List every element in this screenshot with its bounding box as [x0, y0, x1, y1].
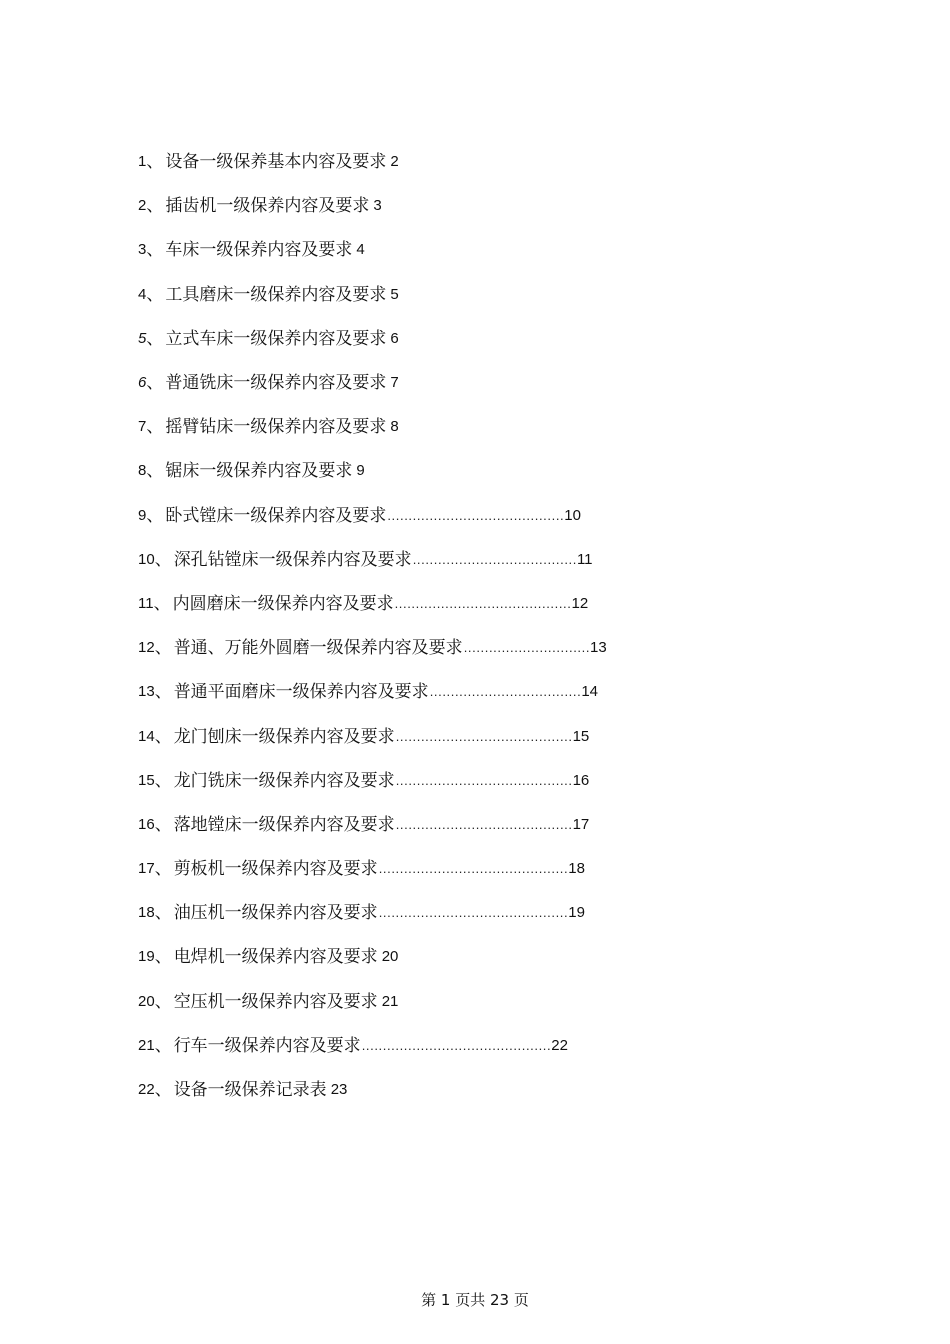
page-footer: 第 1 页共 23 页 [421, 1291, 529, 1309]
toc-entry-page-number: 18 [568, 860, 585, 878]
toc-entry-number: 22 [138, 1081, 155, 1099]
toc-entry-number: 15 [138, 771, 155, 789]
toc-entry-title: 卧式镗床一级保养内容及要求 [165, 505, 387, 526]
toc-entry[interactable] [138, 361, 838, 405]
toc-entry-number: 3 [138, 241, 147, 259]
toc-entry-title: 内圆磨床一级保养内容及要求 [172, 593, 394, 614]
toc-entry[interactable] [138, 670, 838, 714]
toc-entry-leader: ............................................. [378, 861, 569, 877]
toc-entry-separator: 、 [154, 859, 172, 880]
toc-entry-number: 1 [138, 153, 147, 171]
toc-entry-title: 深孔钻镗床一级保养内容及要求 [173, 549, 412, 570]
toc-entry-page-number: 12 [571, 594, 589, 612]
toc-entry-separator: 、 [146, 196, 164, 217]
toc-entry-page-number: 15 [572, 727, 590, 745]
toc-entry-leader: ....................................... [412, 551, 577, 567]
toc-entry-page-number: 23 [330, 1081, 348, 1099]
toc-entry[interactable] [138, 626, 838, 670]
toc-entry-number: 7 [138, 418, 147, 436]
toc-entry[interactable] [138, 228, 838, 272]
toc-entry-page-number: 20 [381, 948, 399, 966]
toc-entry-leader: .......................................... [395, 816, 573, 832]
toc-entry[interactable] [138, 935, 838, 979]
toc-entry-leader: .......................................... [394, 595, 572, 611]
toc-entry-page-number: 22 [551, 1036, 568, 1054]
toc-entry-separator: 、 [154, 770, 172, 791]
toc-entry-separator: 、 [154, 726, 172, 747]
toc-entry-separator: 、 [154, 947, 172, 968]
toc-entry-separator: 、 [146, 461, 164, 482]
toc-entry-page-number: 5 [390, 285, 399, 303]
toc-entry-number: 14 [138, 727, 155, 745]
toc-entry-leader: .............................. [463, 640, 591, 656]
toc-entry-page-number: 11 [576, 550, 593, 568]
toc-entry-page-number: 21 [381, 992, 399, 1010]
toc-entry[interactable] [138, 891, 838, 935]
toc-entry-separator: 、 [153, 593, 171, 614]
toc-entry-number: 18 [138, 904, 155, 922]
toc-entry-leader: ............................................. [378, 905, 569, 921]
toc-entry-number: 20 [138, 992, 155, 1010]
toc-entry-leader: .......................................... [395, 728, 573, 744]
toc-entry-number: 10 [138, 550, 155, 568]
toc-entry[interactable] [138, 449, 838, 493]
toc-entry-title: 油压机一级保养内容及要求 [173, 903, 378, 924]
table-of-contents [138, 140, 838, 1112]
toc-entry[interactable] [138, 1068, 838, 1112]
toc-entry-number: 16 [138, 815, 155, 833]
toc-entry[interactable] [138, 405, 838, 449]
toc-entry[interactable] [138, 273, 838, 317]
toc-entry-page-number: 13 [590, 639, 607, 657]
toc-entry-title: 锯床一级保养内容及要求 [165, 461, 353, 482]
toc-entry-leader: .......................................... [395, 772, 573, 788]
toc-entry-separator: 、 [154, 1080, 172, 1101]
toc-entry-page-number: 16 [572, 771, 590, 789]
toc-entry-separator: 、 [146, 284, 164, 305]
toc-entry-page-number: 14 [581, 683, 599, 701]
toc-entry-page-number: 8 [390, 418, 399, 436]
toc-entry-number: 9 [138, 506, 147, 524]
toc-entry-number: 21 [138, 1036, 155, 1054]
toc-entry-title: 立式车床一级保养内容及要求 [165, 328, 387, 349]
toc-entry-page-number: 10 [564, 506, 581, 524]
toc-entry-page-number: 3 [373, 197, 382, 215]
toc-entry-page-number: 9 [356, 462, 365, 480]
toc-entry-separator: 、 [154, 991, 172, 1012]
toc-entry-separator: 、 [154, 549, 172, 570]
toc-entry-page-number: 19 [568, 904, 585, 922]
toc-entry[interactable] [138, 538, 838, 582]
toc-entry-separator: 、 [154, 682, 172, 703]
toc-entry-separator: 、 [146, 328, 164, 349]
toc-entry-separator: 、 [154, 1035, 172, 1056]
toc-entry-leader: ............................................. [361, 1037, 552, 1053]
toc-entry-title: 普通平面磨床一级保养内容及要求 [173, 682, 429, 703]
toc-entry[interactable] [138, 714, 838, 758]
toc-entry-number: 5 [138, 329, 147, 347]
toc-entry-leader: .................................... [429, 684, 582, 700]
toc-entry-title: 普通铣床一级保养内容及要求 [165, 373, 387, 394]
toc-entry[interactable] [138, 847, 838, 891]
toc-entry-separator: 、 [154, 814, 172, 835]
toc-entry-title: 落地镗床一级保养内容及要求 [173, 814, 395, 835]
toc-entry-number: 19 [138, 948, 155, 966]
toc-entry-separator: 、 [146, 505, 164, 526]
toc-entry-title: 空压机一级保养内容及要求 [173, 991, 378, 1012]
toc-entry-title: 车床一级保养内容及要求 [165, 240, 353, 261]
toc-entry-page-number: 4 [356, 241, 365, 259]
toc-entry-separator: 、 [146, 240, 164, 261]
toc-entry-page-number: 2 [390, 153, 399, 171]
toc-entry-number: 4 [138, 285, 147, 303]
toc-entry-page-number: 7 [390, 374, 399, 392]
toc-entry-title: 摇臂钻床一级保养内容及要求 [165, 417, 387, 438]
toc-entry-title: 龙门刨床一级保养内容及要求 [173, 726, 395, 747]
toc-entry-title: 普通、万能外圆磨一级保养内容及要求 [173, 638, 463, 659]
toc-entry-number: 8 [138, 462, 147, 480]
toc-entry-leader: .......................................... [387, 507, 565, 523]
toc-entry-separator: 、 [154, 903, 172, 924]
toc-entry-separator: 、 [154, 638, 172, 659]
toc-entry[interactable] [138, 803, 838, 847]
toc-entry[interactable] [138, 140, 838, 184]
toc-entry-number: 17 [138, 860, 155, 878]
toc-entry-number: 12 [138, 639, 155, 657]
toc-entry[interactable] [138, 759, 838, 803]
toc-entry-number: 11 [138, 594, 154, 612]
toc-entry[interactable] [138, 1024, 838, 1068]
toc-entry-page-number: 17 [572, 815, 590, 833]
toc-entry-separator: 、 [146, 373, 164, 394]
toc-entry-title: 设备一级保养基本内容及要求 [165, 152, 387, 173]
toc-entry-title: 插齿机一级保养内容及要求 [165, 196, 370, 217]
toc-entry-title: 电焊机一级保养内容及要求 [173, 947, 378, 968]
toc-entry-title: 龙门铣床一级保养内容及要求 [173, 770, 395, 791]
toc-entry-title: 剪板机一级保养内容及要求 [173, 859, 378, 880]
toc-entry-separator: 、 [146, 417, 164, 438]
toc-entry-separator: 、 [146, 152, 164, 173]
toc-entry-number: 6 [138, 374, 147, 392]
toc-entry[interactable] [138, 980, 838, 1024]
toc-entry[interactable] [138, 494, 838, 538]
toc-entry-title: 工具磨床一级保养内容及要求 [165, 284, 387, 305]
toc-entry[interactable] [138, 184, 838, 228]
toc-entry-title: 行车一级保养内容及要求 [173, 1035, 361, 1056]
toc-entry[interactable] [138, 317, 838, 361]
toc-entry-page-number: 6 [390, 329, 399, 347]
toc-entry[interactable] [138, 582, 838, 626]
toc-entry-number: 13 [138, 683, 155, 701]
toc-entry-number: 2 [138, 197, 147, 215]
toc-entry-title: 设备一级保养记录表 [173, 1080, 327, 1101]
